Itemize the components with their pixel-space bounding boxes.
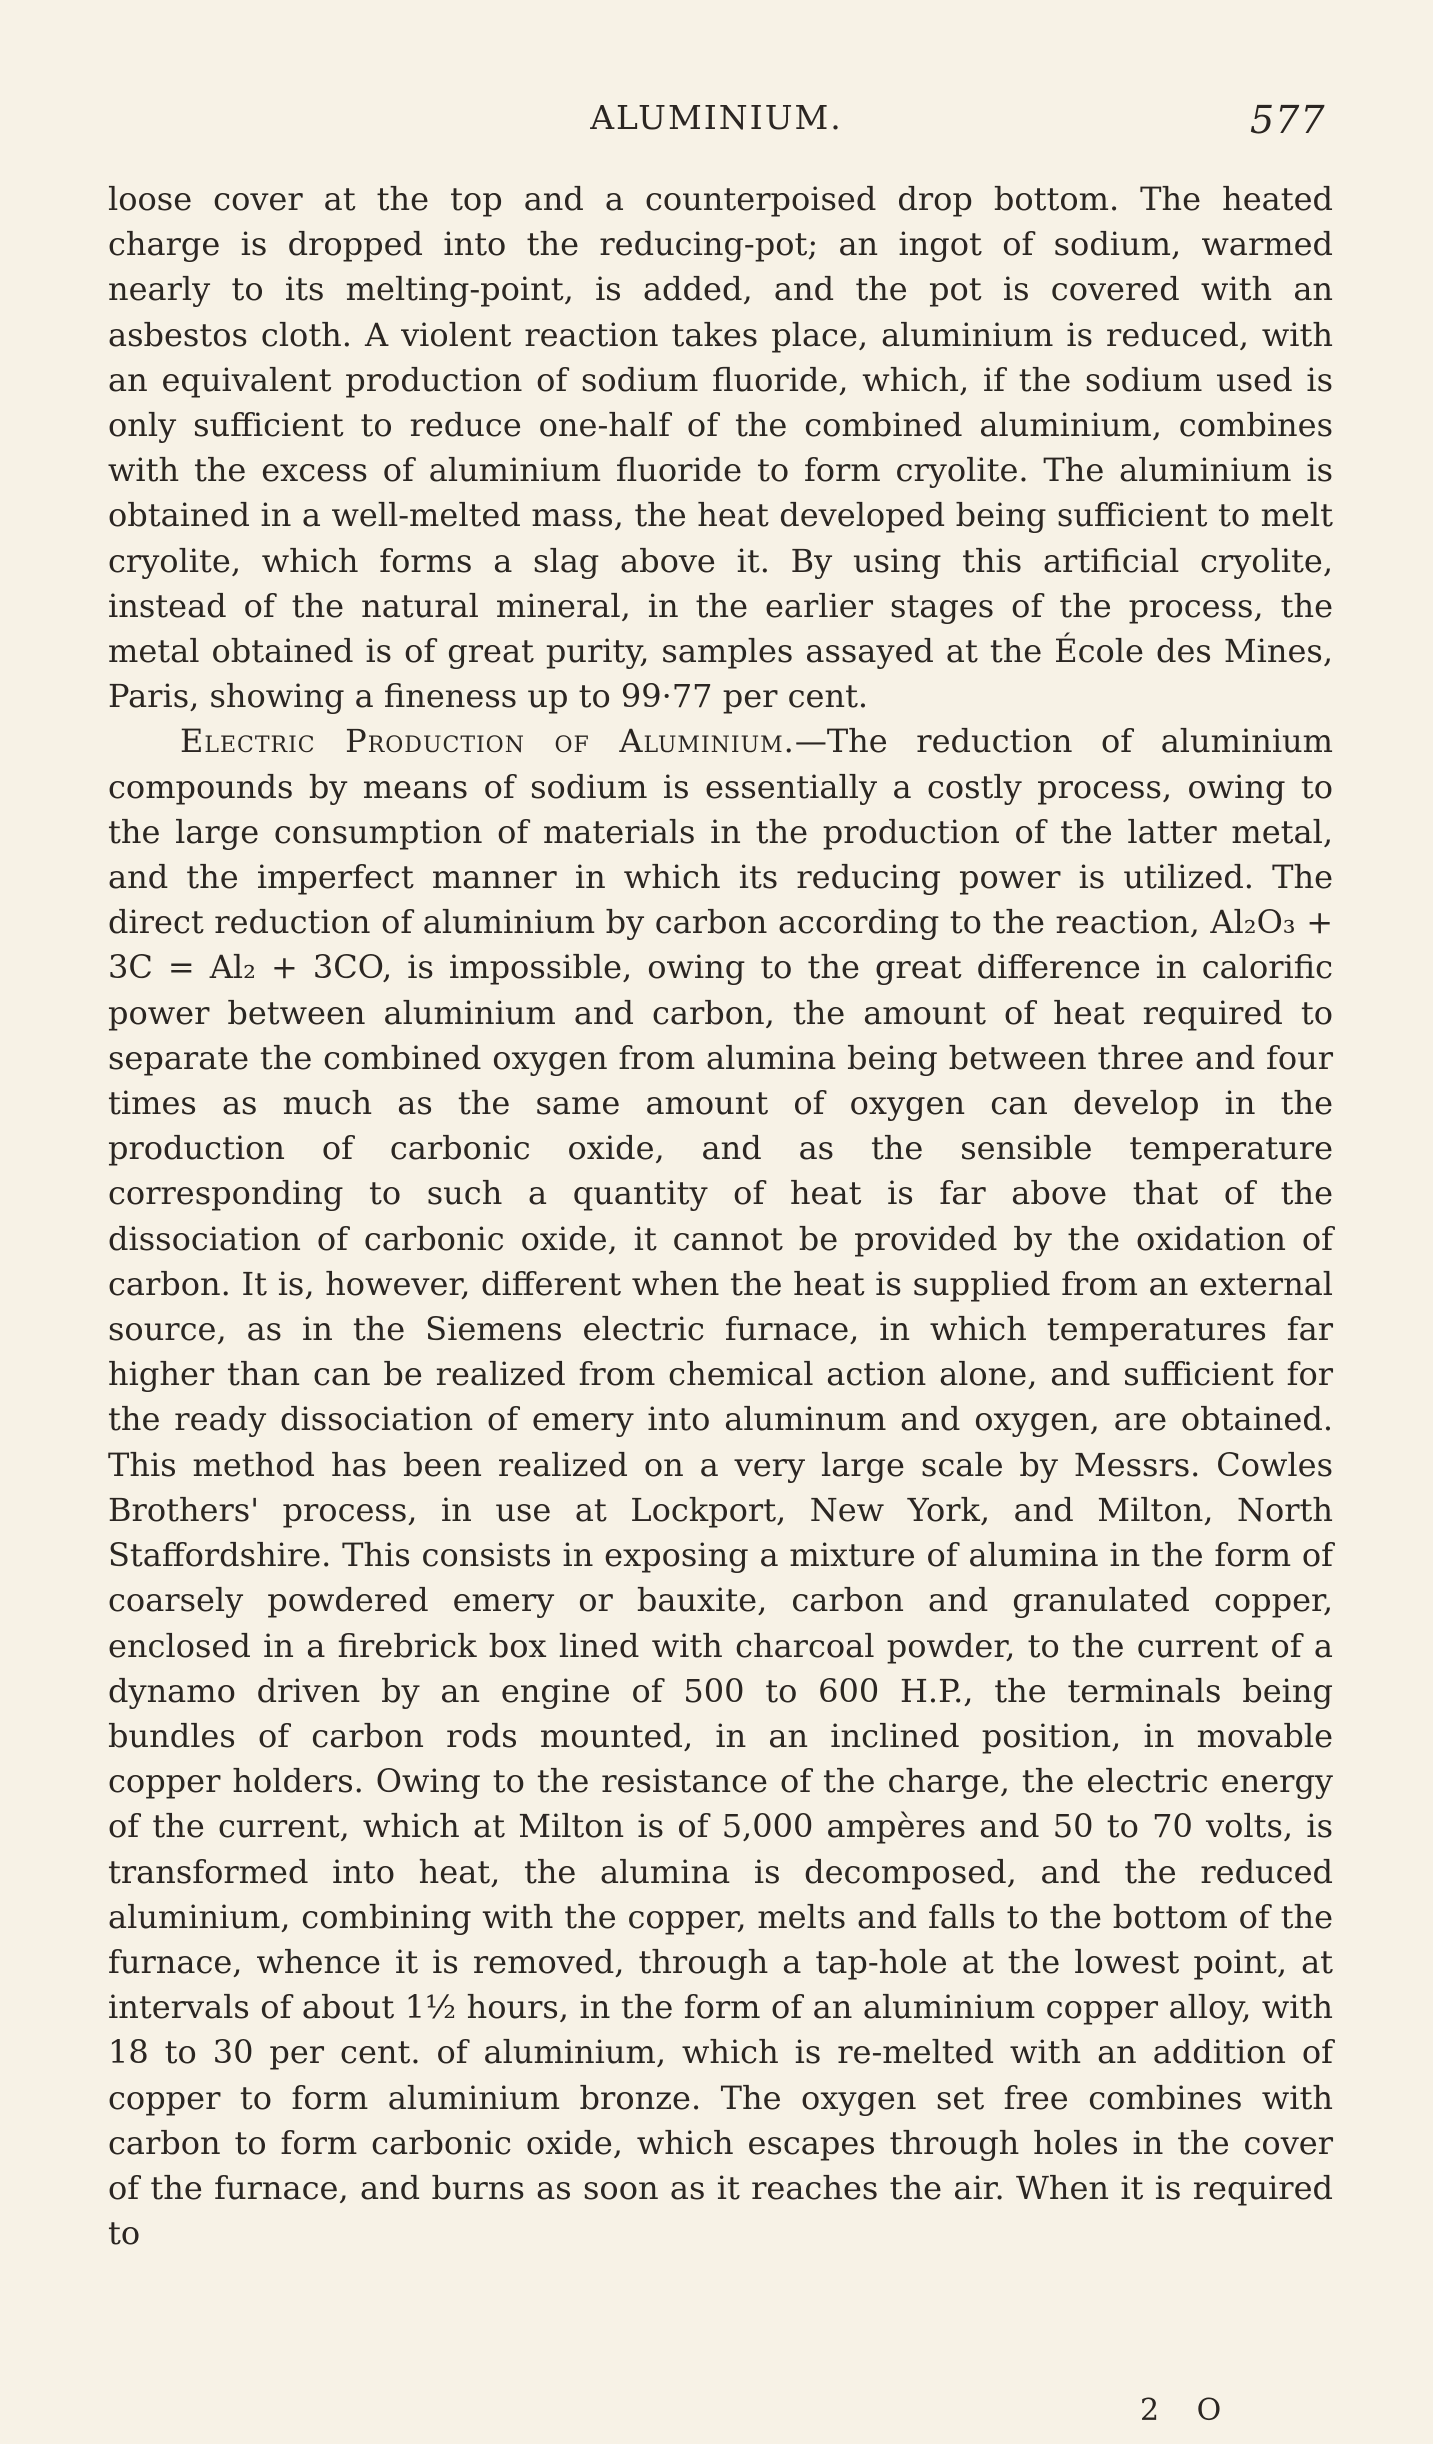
paragraph-text: loose cover at the top and a counterpoised drop bottom. The heated charge is dropped into the reducing-pot; an ingot of sodium, warmed nearly to its melting-point, is added, and the pot is covered with an asbestos cloth. A violent reaction takes place, aluminium is reduced, with an equivalent production of sodium fluoride, which, if the sodium used is only sufficient to reduce one-half of the combined aluminium, combines with the excess of aluminium fluoride to form cryolite. The aluminium is obtained in a well-melted mass, the heat developed being sufficient to melt cryolite, which forms a slag above it. By using this artificial cryolite, instead of the natural mineral, in the earlier stages of the process, the metal obtained is of great purity, samples assayed at the École des Mines, Paris, showing a fineness up to 99·77 per cent. [108, 180, 1333, 716]
body-text [108, 177, 1333, 2256]
section-heading: Electric Production of Aluminium. [180, 722, 795, 761]
paragraph [108, 177, 1333, 719]
paragraph-text: —The reduction of aluminium compounds by means of sodium is essentially a costly process, owing to the large consumption of materials in the production of the latter metal, and the imperfect manner in which its reducing power is utilized. The direct reduction of aluminium by carbon according to the reaction, Al₂O₃ + 3C = Al₂ + 3CO, is impossible, owing to the great difference in calorific power between aluminium and carbon, the amount of heat required to separate the combined oxygen from alumina being between three and four times as much as the same amount of oxygen can develop in the production of carbonic oxide, and as the sensible temperature corresponding to such a quantity of heat is far above that of the dissociation of carbonic oxide, it cannot be provided by the oxidation of carbon. It is, however, different when the heat is supplied from an external source, as in the Siemens electric furnace, in which temperatures far higher than can be realized from chemical action alone, and sufficient for the ready dissociation of emery into aluminum and oxygen, are obtained. This method has been realized on a very large scale by Messrs. Cowles Brothers' process, in use at Lockport, New York, and Milton, North Staffordshire. This consists in exposing a mixture of alumina in the form of coarsely powdered emery or bauxite, carbon and granulated copper, enclosed in a firebrick box lined with charcoal powder, to the current of a dynamo driven by an engine of 500 to 600 H.P., the terminals being bundles of carbon rods mounted, in an inclined position, in movable copper holders. Owing to the resistance of the charge, the electric energy of the current, which at Milton is of 5,000 ampères and 50 to 70 volts, is transformed into heat, the alumina is decomposed, and the reduced aluminium, combining with the copper, melts and falls to the bottom of the furnace, whence it is removed, through a tap-hole at the lowest point, at intervals of about 1½ hours, in the form of an aluminium copper alloy, with 18 to 30 per cent. of aluminium, which is re-melted with an addition of copper to form aluminium bronze. The oxygen set free combines with carbon to form carbonic oxide, which escapes through holes in the cover of the furnace, and burns as soon as it reaches the air. When it is required to [108, 722, 1333, 2253]
running-title: ALUMINIUM. [590, 98, 843, 137]
paragraph [108, 719, 1333, 2256]
page-number: 577 [1250, 98, 1326, 142]
signature-mark: 2 O [1140, 2393, 1236, 2428]
